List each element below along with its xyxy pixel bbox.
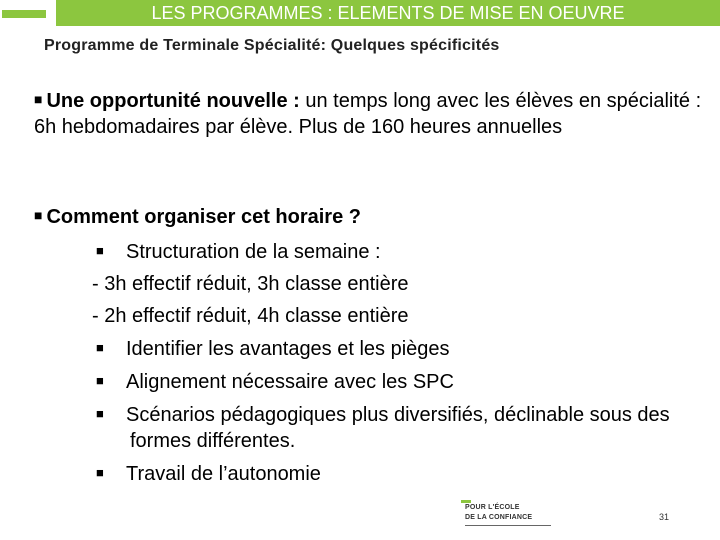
- list-item: ■ Identifier les avantages et les pièges: [34, 335, 704, 362]
- square-bullet-icon: ■: [96, 340, 104, 355]
- ecole-confiance-logo: [461, 497, 553, 529]
- bullet-opportunity-heading: Une opportunité nouvelle :: [46, 90, 300, 112]
- slide-title: LES PROGRAMMES : ELEMENTS DE MISE EN OEUVRE: [56, 0, 720, 26]
- list-item: - 2h effectif réduit, 4h classe entière: [92, 305, 409, 327]
- square-bullet-icon: ■: [34, 91, 43, 107]
- page-number: 31: [659, 512, 670, 522]
- bullet-opportunity-text: un temps long avec les élèves en spécialité : 6h hebdomadaires par élève. Plus de 160 heures annuelles: [34, 90, 702, 138]
- list-item: ■ Scénarios pédagogiques plus diversifiés, déclinable sous des formes différentes.: [34, 401, 704, 454]
- slide-subtitle: Programme de Terminale Spécialité: Quelques spécificités: [44, 37, 500, 54]
- corner-accent-bar: [2, 10, 46, 18]
- list-item: - 3h effectif réduit, 3h classe entière: [92, 273, 409, 295]
- square-bullet-icon: ■: [96, 243, 104, 258]
- logo-line-2: DE LA CONFIANCE: [465, 514, 533, 521]
- bullet-organisation: [34, 200, 704, 487]
- list-item: ■ Alignement nécessaire avec les SPC: [34, 368, 704, 395]
- square-bullet-icon: ■: [96, 373, 104, 388]
- logo-underline: [465, 525, 551, 526]
- bullet-organisation-heading: Comment organiser cet horaire ?: [46, 206, 361, 228]
- square-bullet-icon: ■: [34, 207, 43, 223]
- list-item: ■ Structuration de la semaine :: [34, 238, 704, 265]
- logo-mark-icon: [461, 500, 471, 503]
- bullet-opportunity: [34, 86, 704, 140]
- logo-line-1: POUR L'ÉCOLE: [465, 504, 520, 511]
- square-bullet-icon: ■: [96, 406, 104, 421]
- list-item: ■ Travail de l’autonomie: [34, 460, 704, 487]
- square-bullet-icon: ■: [96, 465, 104, 480]
